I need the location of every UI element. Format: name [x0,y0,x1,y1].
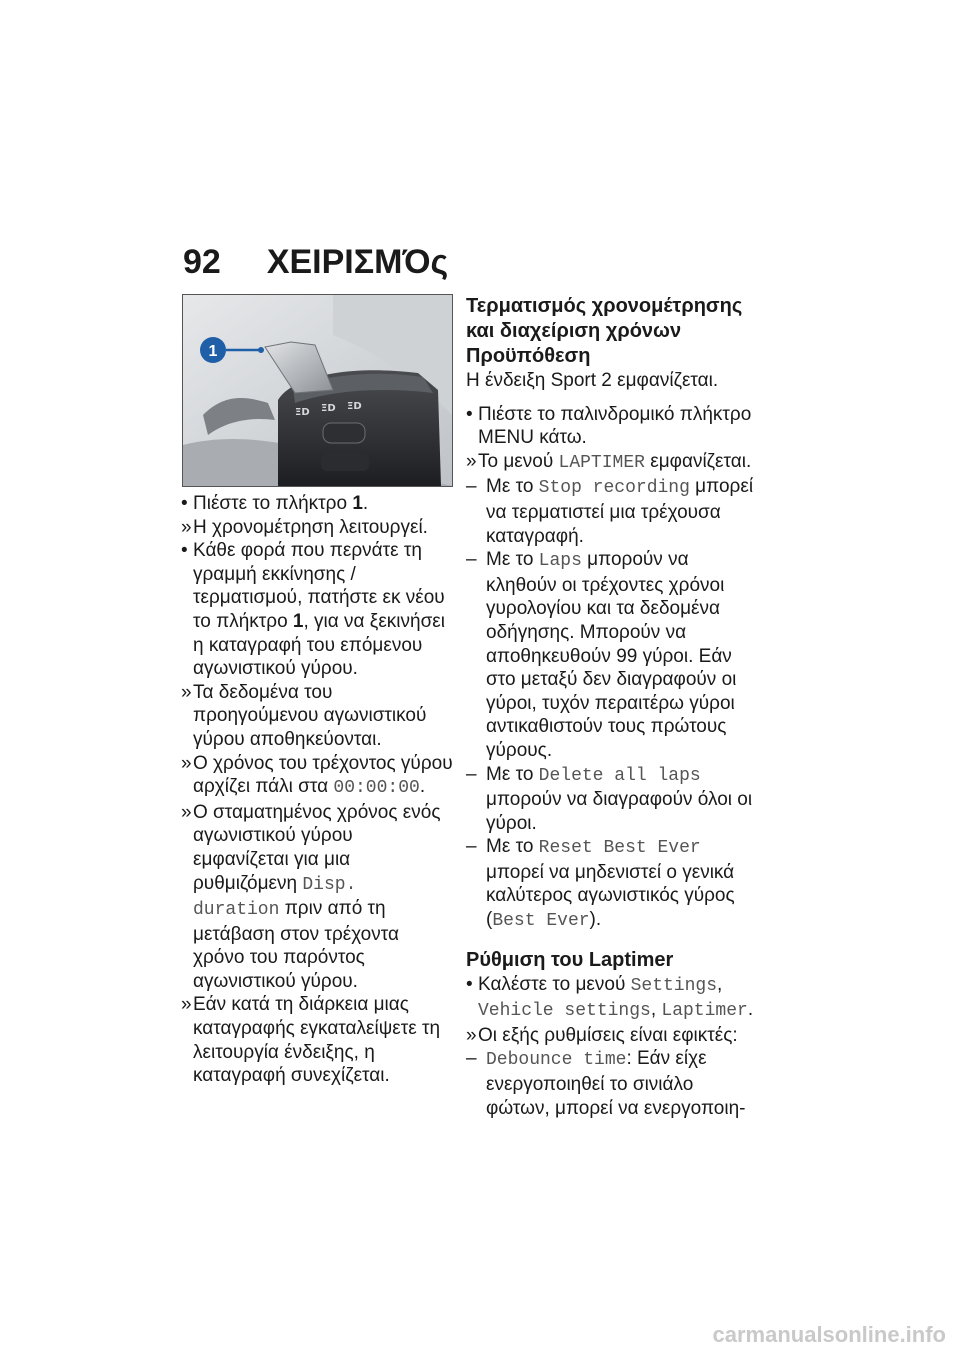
key-ref: 1 [292,610,304,632]
dash-marker: – [466,549,477,571]
item-text: πριν από τη μετάβαση στον τρέχοντα χρόνο του παρόντος αγωνιστικού γύρου. [193,898,399,992]
item-text: μπορεί να μηδενιστεί ο γενικά καλύτερος αγωνιστικός γύρος ( [486,861,735,931]
bullet-marker: • [181,540,188,562]
result-marker: » [181,994,192,1016]
display-text: Best Ever [492,911,590,932]
section-heading: Ρύθμιση του Laptimer [466,948,674,971]
option-item [466,548,756,762]
option-item [466,763,756,836]
result-item [181,681,453,752]
watermark-text: carmanualsonline.info [712,1322,946,1347]
item-text: Με το [486,549,539,571]
item-text: . [362,493,369,514]
option-item [466,835,756,933]
result-item [181,516,453,540]
item-text: εμφανίζεται. [644,450,752,472]
item-text: Κάθε φορά που περνάτε τη γραμμή εκκίνησης / τερματισμού, πατήστε εκ νέου το πλήκτρο [193,540,445,632]
item-text: , [717,973,723,995]
key-ref: 1 [352,493,363,514]
switch-symbol-2: ΞD [321,403,336,414]
right-column [466,294,756,1120]
display-text: Laps [538,551,582,572]
display-text: Vehicle settings [478,1001,651,1022]
bullet-marker: • [466,973,473,995]
item-text: Οι εξής ρυθμίσεις είναι εφικτές: [478,1024,738,1046]
result-item [181,752,453,801]
result-marker: » [181,681,192,703]
option-item [466,1047,756,1120]
item-text: Με το [486,476,539,498]
bullet-marker: • [181,493,188,514]
item-text: Με το [486,763,539,785]
item-text: Τα δεδομένα του προηγούμενου αγωνιστικού γύρου αποθηκεύονται. [193,681,427,750]
result-item [181,801,453,994]
result-marker: » [181,516,192,538]
item-text: μπορούν να διαγραφούν όλοι οι γύροι. [486,789,753,834]
handlebar-switch-illustration [183,295,452,486]
result-item [466,450,756,476]
item-text: Ο χρόνος του τρέχοντος γύρου αρχίζει πάλι στα [193,752,453,798]
precondition-heading: Προϋπόθεση [466,345,591,367]
dash-marker: – [466,1048,477,1070]
display-text: Laptimer [661,1001,748,1022]
section-heading: Τερματισμός χρονομέτρησης και διαχείριση χρόνων [466,295,743,342]
result-marker: » [181,752,192,774]
result-item [181,993,453,1087]
display-text: Disp. duration [193,874,357,921]
display-text: Debounce time [486,1050,627,1071]
display-text: Reset Best Ever [538,838,701,859]
item-text: Το μενού [478,450,559,472]
page-header [183,243,448,282]
result-marker: » [466,1024,477,1046]
switch-symbol-3: ΞD [347,401,362,412]
item-text: Πιέστε το παλινδρομικό πλήκτρο MENU κάτω. [478,403,752,449]
precondition-text: Η ένδειξη Sport 2 εμφανίζεται. [466,370,719,391]
display-text: LAPTIMER [558,452,645,473]
item-text: : Εάν είχε ενεργοποιηθεί το σινιάλο φώτων, μπορεί να ενεργοποιη- [486,1048,746,1119]
item-text: Καλέστε το μενού [478,973,631,995]
instruction-item [466,403,756,450]
switch-symbol-1: ΞD [295,407,310,418]
item-text: Η χρονομέτρηση λειτουργεί. [193,516,428,538]
display-text: Settings [630,975,718,996]
section-title: ΧΕΙΡΙΣΜΌς [266,243,449,281]
result-marker: » [466,450,477,472]
display-text: 00:00:00 [333,778,420,799]
instruction-item [466,973,756,1024]
bullet-marker: • [466,403,473,425]
item-text: Εάν κατά τη διάρκεια μιας καταγραφής εγκαταλείψετε τη λειτουργία ένδειξης, η καταγραφή συνεχίζεται. [193,994,441,1087]
instruction-item [181,539,453,681]
dash-marker: – [466,476,477,498]
display-text: Delete all laps [538,765,701,786]
item-text: Πιέστε το πλήκτρο [193,493,353,514]
item-text: μπορεί να τερματιστεί μια τρέχουσα καταγραφή. [486,476,754,547]
instruction-item [181,492,453,516]
left-column [181,492,453,1088]
item-text: , για να ξεκινήσει η καταγραφή του επόμενου αγωνιστικού γύρου. [193,610,445,680]
callout-number: 1 [208,343,218,360]
item-text: . [747,999,754,1021]
page-number: 92 [183,243,221,281]
item-text: Με το [486,836,539,858]
item-text: . [419,776,426,798]
dash-marker: – [466,763,477,785]
item-text: Ο σταματημένος χρόνος ενός αγωνιστικού γύρου εμφανίζεται για μια ρυθμιζόμενη [193,801,441,894]
item-text: , [650,999,662,1021]
result-marker: » [181,801,192,823]
item-text: ). [589,909,602,931]
item-text: μπορούν να κληθούν οι τρέχοντες χρόνοι γυρολογίου και τα δεδομένα οδήγησης. Μπορούν να αποθηκευθούν 99 γύροι. Εάν στο μεταξύ δεν διαγραφούν οι γύροι, τυχόν περαιτέρω γύροι αντικαθιστούν τους πρώτους γύρους. [486,549,737,761]
result-item [466,1024,756,1048]
dash-marker: – [466,836,477,858]
display-text: Stop recording [538,478,690,499]
handlebar-switch-photo [182,294,453,487]
option-item [466,475,756,548]
